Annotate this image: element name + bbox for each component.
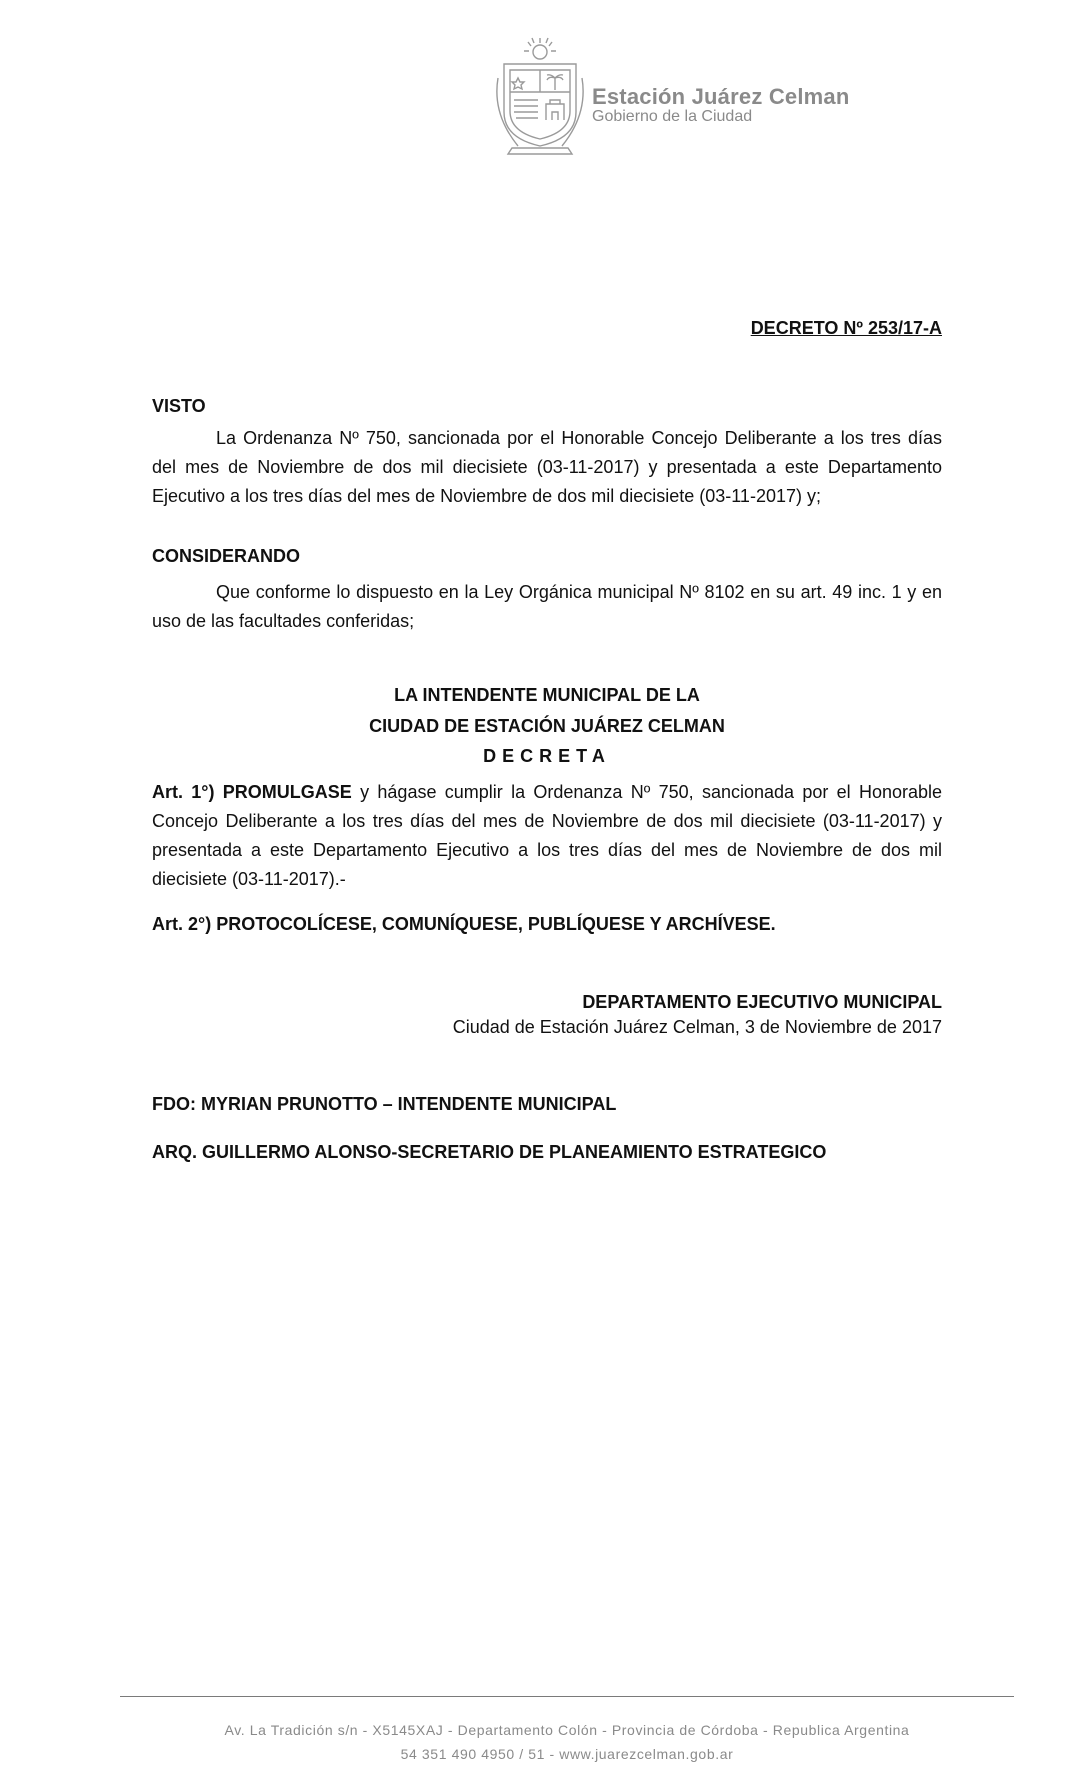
org-name: Estación Juárez Celman [592, 84, 850, 109]
footer-divider [120, 1696, 1014, 1697]
decree-author-line-2: CIUDAD DE ESTACIÓN JUÁREZ CELMAN [369, 716, 725, 736]
article-1-label: Art. 1°) PROMULGASE [152, 782, 352, 802]
place-and-date: Ciudad de Estación Juárez Celman, 3 de Noviembre de 2017 [452, 1017, 942, 1037]
article-1-text: y hágase cumplir la Ordenanza Nº 750, sancionada por el Honorable Concejo Deliberante a los tres días del mes de Noviembre de dos mil diecisiete (03-11-2017) y presentada a este Departamento Ejecutivo a los tres días del mes de Noviembre de dos mil diecisiete (03-11-2017).- [152, 782, 942, 889]
decree-author-line-1: LA INTENDENTE MUNICIPAL DE LA [394, 685, 700, 705]
article-1 [152, 778, 942, 894]
signature-mayor: FDO: MYRIAN PRUNOTTO – INTENDENTE MUNICIPAL [152, 1094, 617, 1114]
signature-secretary: ARQ. GUILLERMO ALONSO-SECRETARIO DE PLANEAMIENTO ESTRATEGICO [152, 1142, 827, 1162]
decree-author [152, 680, 942, 742]
decree-number: DECRETO Nº 253/17-A [750, 318, 942, 338]
visto-heading: VISTO [152, 396, 206, 416]
decreta-heading: DECRETA [483, 746, 611, 766]
org-subtitle: Gobierno de la Ciudad [592, 108, 753, 125]
considerando-paragraph: Que conforme lo dispuesto en la Ley Orgánica municipal Nº 8102 en su art. 49 inc. 1 y en uso de las facultades conferidas; [152, 582, 942, 631]
department-name: DEPARTAMENTO EJECUTIVO MUNICIPAL [582, 992, 942, 1012]
visto-paragraph: La Ordenanza Nº 750, sancionada por el Honorable Concejo Deliberante a los tres días del mes de Noviembre de dos mil diecisiete (03-11-2017) y presentada a este Departamento Ejecutivo a los tres días del mes de Noviembre de dos mil diecisiete (03-11-2017) y; [152, 428, 942, 506]
considerando-heading: CONSIDERANDO [152, 546, 301, 566]
footer-address: Av. La Tradición s/n - X5145XAJ - Departamento Colón - Provincia de Córdoba - Republica Argentina [224, 1722, 910, 1738]
municipal-crest-icon [488, 34, 592, 158]
article-2: Art. 2°) PROTOCOLÍCESE, COMUNÍQUESE, PUBLÍQUESE Y ARCHÍVESE. [152, 914, 776, 934]
footer-contact: 54 351 490 4950 / 51 - www.juarezcelman.gob.ar [400, 1746, 734, 1762]
